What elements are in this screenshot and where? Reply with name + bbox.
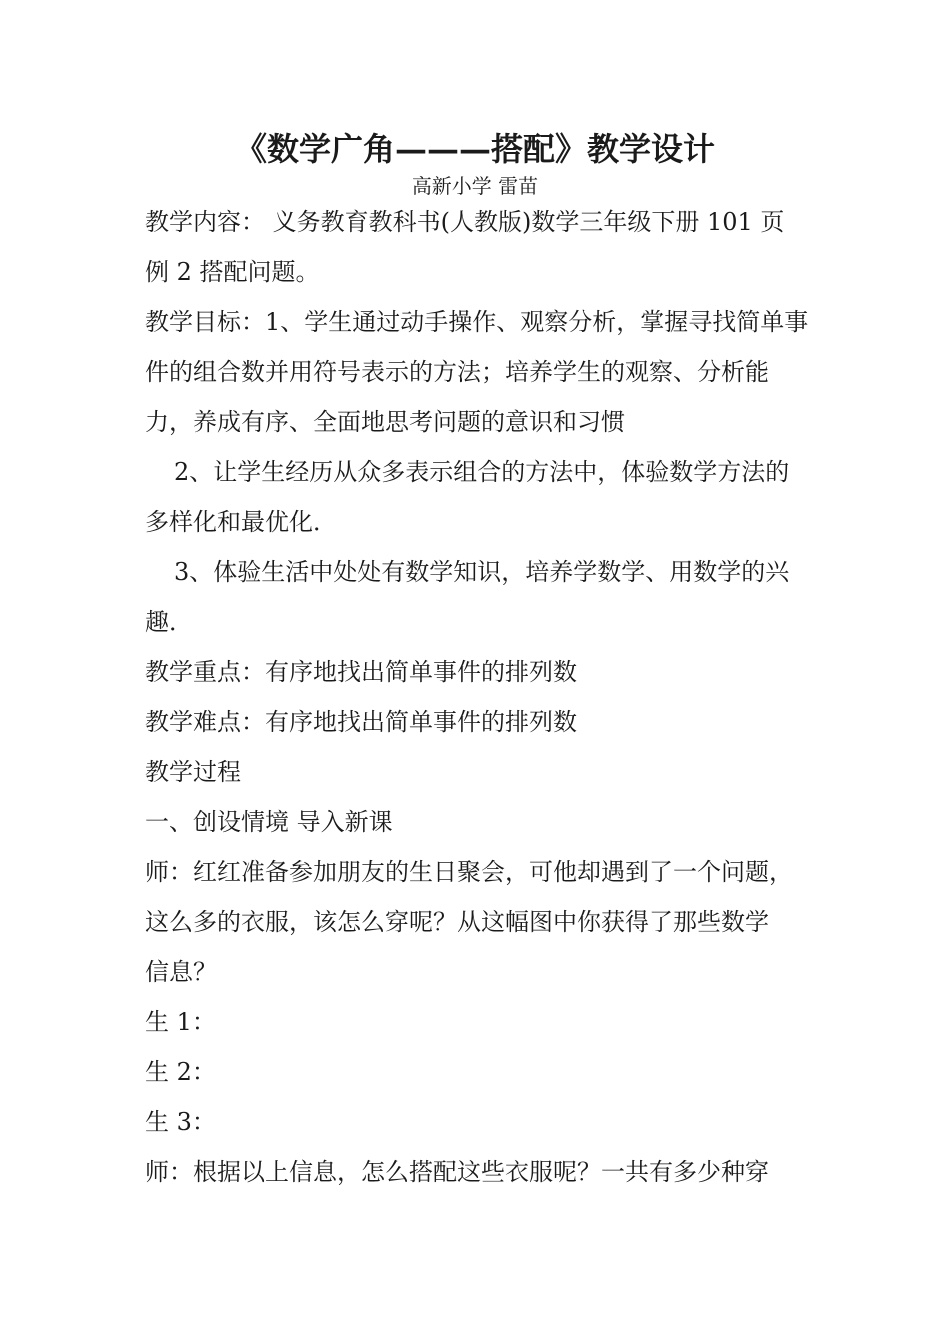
paragraph-line: 教学目标：1、学生通过动手操作、观察分析，掌握寻找简单事: [145, 308, 809, 336]
paragraph-line: 教学内容： 义务教育教科书(人教版)数学三年级下册 101 页: [145, 208, 785, 236]
paragraph-line: 生 3：: [145, 1108, 216, 1136]
section-heading: 一、创设情境 导入新课: [145, 808, 393, 836]
paragraph-line: 多样化和最优化．: [145, 508, 337, 536]
paragraph-line: 生 1：: [145, 1008, 216, 1036]
paragraph-line: 师：根据以上信息，怎么搭配这些衣服呢？一共有多少种穿: [145, 1158, 769, 1186]
document-title: 《数学广角———搭配》教学设计: [234, 130, 715, 168]
paragraph-line: 力，养成有序、全面地思考问题的意识和习惯: [145, 408, 625, 436]
paragraph-line: 趣．: [145, 608, 193, 636]
paragraph-line: 例 2 搭配问题。: [145, 258, 320, 286]
paragraph-line: 信息？: [145, 958, 217, 986]
paragraph-line: 教学难点：有序地找出简单事件的排列数: [145, 708, 577, 736]
paragraph-line: 3、体验生活中处处有数学知识，培养学数学、用数学的兴: [174, 558, 790, 586]
paragraph-line: 师：红红准备参加朋友的生日聚会，可他却遇到了一个问题，: [145, 858, 793, 886]
paragraph-line: 教学重点：有序地找出简单事件的排列数: [145, 658, 577, 686]
paragraph-line: 这么多的衣服，该怎么穿呢？从这幅图中你获得了那些数学: [145, 908, 769, 936]
paragraph-line: 件的组合数并用符号表示的方法；培养学生的观察、分析能: [145, 358, 769, 386]
paragraph-line: 生 2：: [145, 1058, 216, 1086]
section-heading: 教学过程: [145, 758, 241, 786]
paragraph-line: 2、让学生经历从众多表示组合的方法中，体验数学方法的: [174, 458, 790, 486]
document-author: 高新小学 雷苗: [411, 174, 539, 198]
